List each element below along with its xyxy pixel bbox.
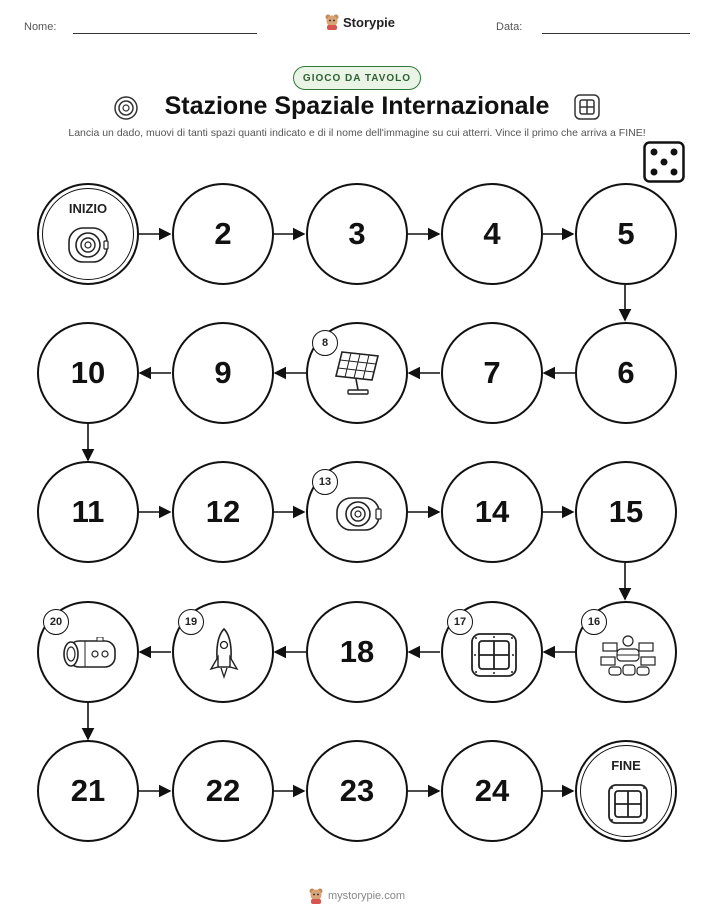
module-icon (61, 637, 119, 671)
space-number-badge: 20 (43, 609, 69, 635)
board-space-20 (37, 601, 139, 703)
board-space-9 (172, 322, 274, 424)
footer (0, 888, 714, 904)
board-space-13 (306, 461, 408, 563)
board-space-21 (37, 740, 139, 842)
space-number-badge: 13 (312, 469, 338, 495)
space-number: 9 (214, 355, 232, 390)
space-number: 10 (70, 355, 106, 390)
finish-label: FINE (611, 758, 641, 773)
space-number: 11 (71, 494, 105, 529)
start-label: INIZIO (68, 201, 108, 216)
space-number: 15 (608, 494, 644, 529)
board-space-22 (172, 740, 274, 842)
hatch-icon (335, 496, 383, 532)
board-space-2 (172, 183, 274, 285)
space-number: 5 (617, 216, 635, 251)
board-space-11 (37, 461, 139, 563)
space-number: 18 (339, 634, 375, 669)
category-badge: GIOCO DA TAVOLO (293, 66, 421, 90)
page-title: Stazione Spaziale Internazionale (164, 92, 550, 120)
board-space-15 (575, 461, 677, 563)
board-space-16 (575, 601, 677, 703)
board-space-4 (441, 183, 543, 285)
space-number: 12 (205, 494, 241, 529)
space-number: 2 (214, 216, 232, 251)
board-space-12 (172, 461, 274, 563)
space-number: 3 (348, 216, 366, 251)
start-space (37, 183, 139, 285)
space-number-badge: 17 (447, 609, 473, 635)
space-number: 22 (205, 773, 241, 808)
space-number: 14 (474, 494, 510, 529)
space-number-badge: 8 (312, 330, 338, 356)
space-number: 4 (483, 216, 501, 251)
solar-panel-icon (334, 346, 384, 398)
board-space-17 (441, 601, 543, 703)
window-icon (606, 782, 650, 826)
space-number-badge: 19 (178, 609, 204, 635)
board-space-10 (37, 322, 139, 424)
space-number-badge: 16 (581, 609, 607, 635)
space-station-icon (599, 631, 657, 679)
board-space-23 (306, 740, 408, 842)
space-number: 23 (339, 773, 375, 808)
space-number: 7 (483, 355, 501, 390)
board-space-5 (575, 183, 677, 285)
date-label: Data: (496, 21, 523, 33)
window-icon (469, 631, 519, 679)
brand-name: Storypie (343, 14, 396, 30)
board-space-18 (306, 601, 408, 703)
instructions: Lancia un dado, muovi di tanti spazi quanti indicato e di il nome dell'immagine su cui atterri. Vince il primo che arriva a FINE! (68, 127, 646, 139)
bear-mascot-icon (309, 888, 323, 904)
board-space-7 (441, 322, 543, 424)
finish-space (575, 740, 677, 842)
footer-url[interactable]: mystorypie.com (327, 890, 406, 902)
hatch-icon (66, 225, 110, 265)
space-number: 21 (70, 773, 106, 808)
board-space-6 (575, 322, 677, 424)
board-space-19 (172, 601, 274, 703)
space-number: 24 (474, 773, 510, 808)
name-label: Nome: (24, 21, 57, 33)
board-space-3 (306, 183, 408, 285)
board-space-14 (441, 461, 543, 563)
rocket-icon (208, 627, 240, 683)
board-space-24 (441, 740, 543, 842)
board-space-8 (306, 322, 408, 424)
space-number: 6 (617, 355, 635, 390)
